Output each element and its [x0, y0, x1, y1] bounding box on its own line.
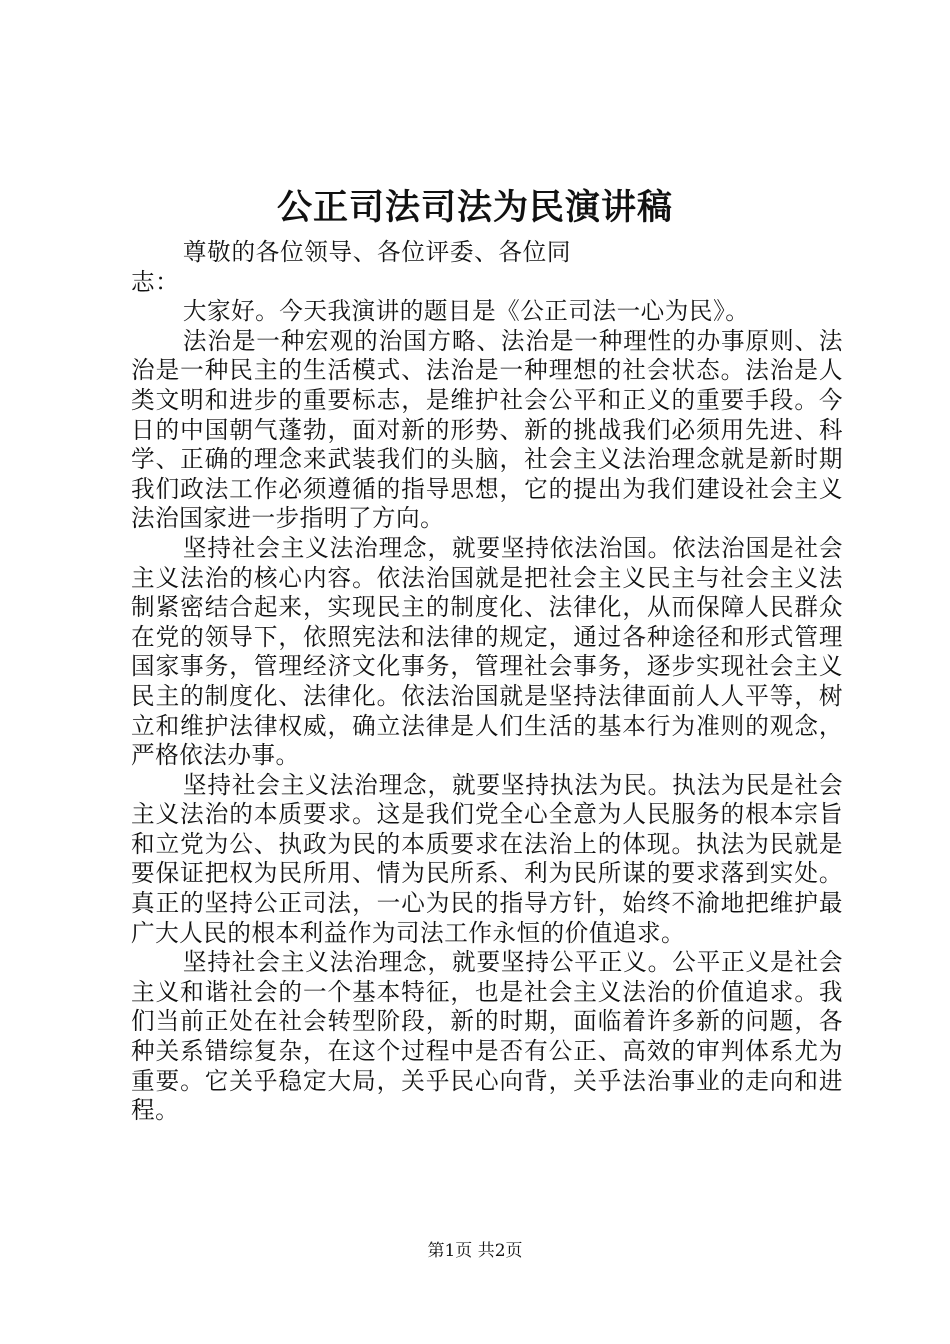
document-body — [131, 238, 843, 1126]
greeting-paragraph: 尊敬的各位领导、各位评委、各位同志： — [131, 238, 571, 296]
body-paragraph-3: 坚持社会主义法治理念，就要坚持执法为民。执法为民是社会主义法治的本质要求。这是我们党全心全意为人民服务的根本宗旨和立党为公、执政为民的本质要求在法治上的体现。执法为民就是要保证把权为民所用、情为民所系、利为民所谋的要求落到实处。真正的坚持公正司法，一心为民的指导方针，始终不渝地把维护最广大人民的根本利益作为司法工作永恒的价值追求。 — [131, 770, 843, 947]
intro-paragraph: 大家好。今天我演讲的题目是《公正司法一心为民》。 — [182, 297, 750, 326]
document-title: 公正司法司法为民演讲稿 — [276, 187, 673, 228]
body-paragraph-2: 坚持社会主义法治理念，就要坚持依法治国。依法治国是社会主义法治的核心内容。依法治国就是把社会主义民主与社会主义法制紧密结合起来，实现民主的制度化、法律化，从而保障人民群众在党的领导下，依照宪法和法律的规定，通过各种途径和形式管理国家事务，管理经济文化事务，管理社会事务，逐步实现社会主义民主的制度化、法律化。依法治国就是坚持法律面前人人平等，树立和维护法律权威，确立法律是人们生活的基本行为准则的观念，严格依法办事。 — [131, 533, 843, 770]
body-paragraph-4: 坚持社会主义法治理念，就要坚持公平正义。公平正义是社会主义和谐社会的一个基本特征，也是社会主义法治的价值追求。我们当前正处在社会转型阶段，新的时期，面临着许多新的问题，各种关系错综复杂，在这个过程中是否有公正、高效的审判体系尤为重要。它关乎稳定大局，关乎民心向背，关乎法治事业的走向和进程。 — [131, 948, 843, 1125]
page-footer: 第1页 共2页 — [427, 1241, 523, 1261]
body-paragraph-1: 法治是一种宏观的治国方略、法治是一种理性的办事原则、法治是一种民主的生活模式、法治是一种理想的社会状态。法治是人类文明和进步的重要标志，是维护社会公平和正义的重要手段。今日的中国朝气蓬勃，面对新的形势、新的挑战我们必须用先进、科学、正确的理念来武装我们的头脑，社会主义法治理念就是新时期我们政法工作必须遵循的指导思想，它的提出为我们建设社会主义法治国家进一步指明了方向。 — [131, 326, 843, 533]
